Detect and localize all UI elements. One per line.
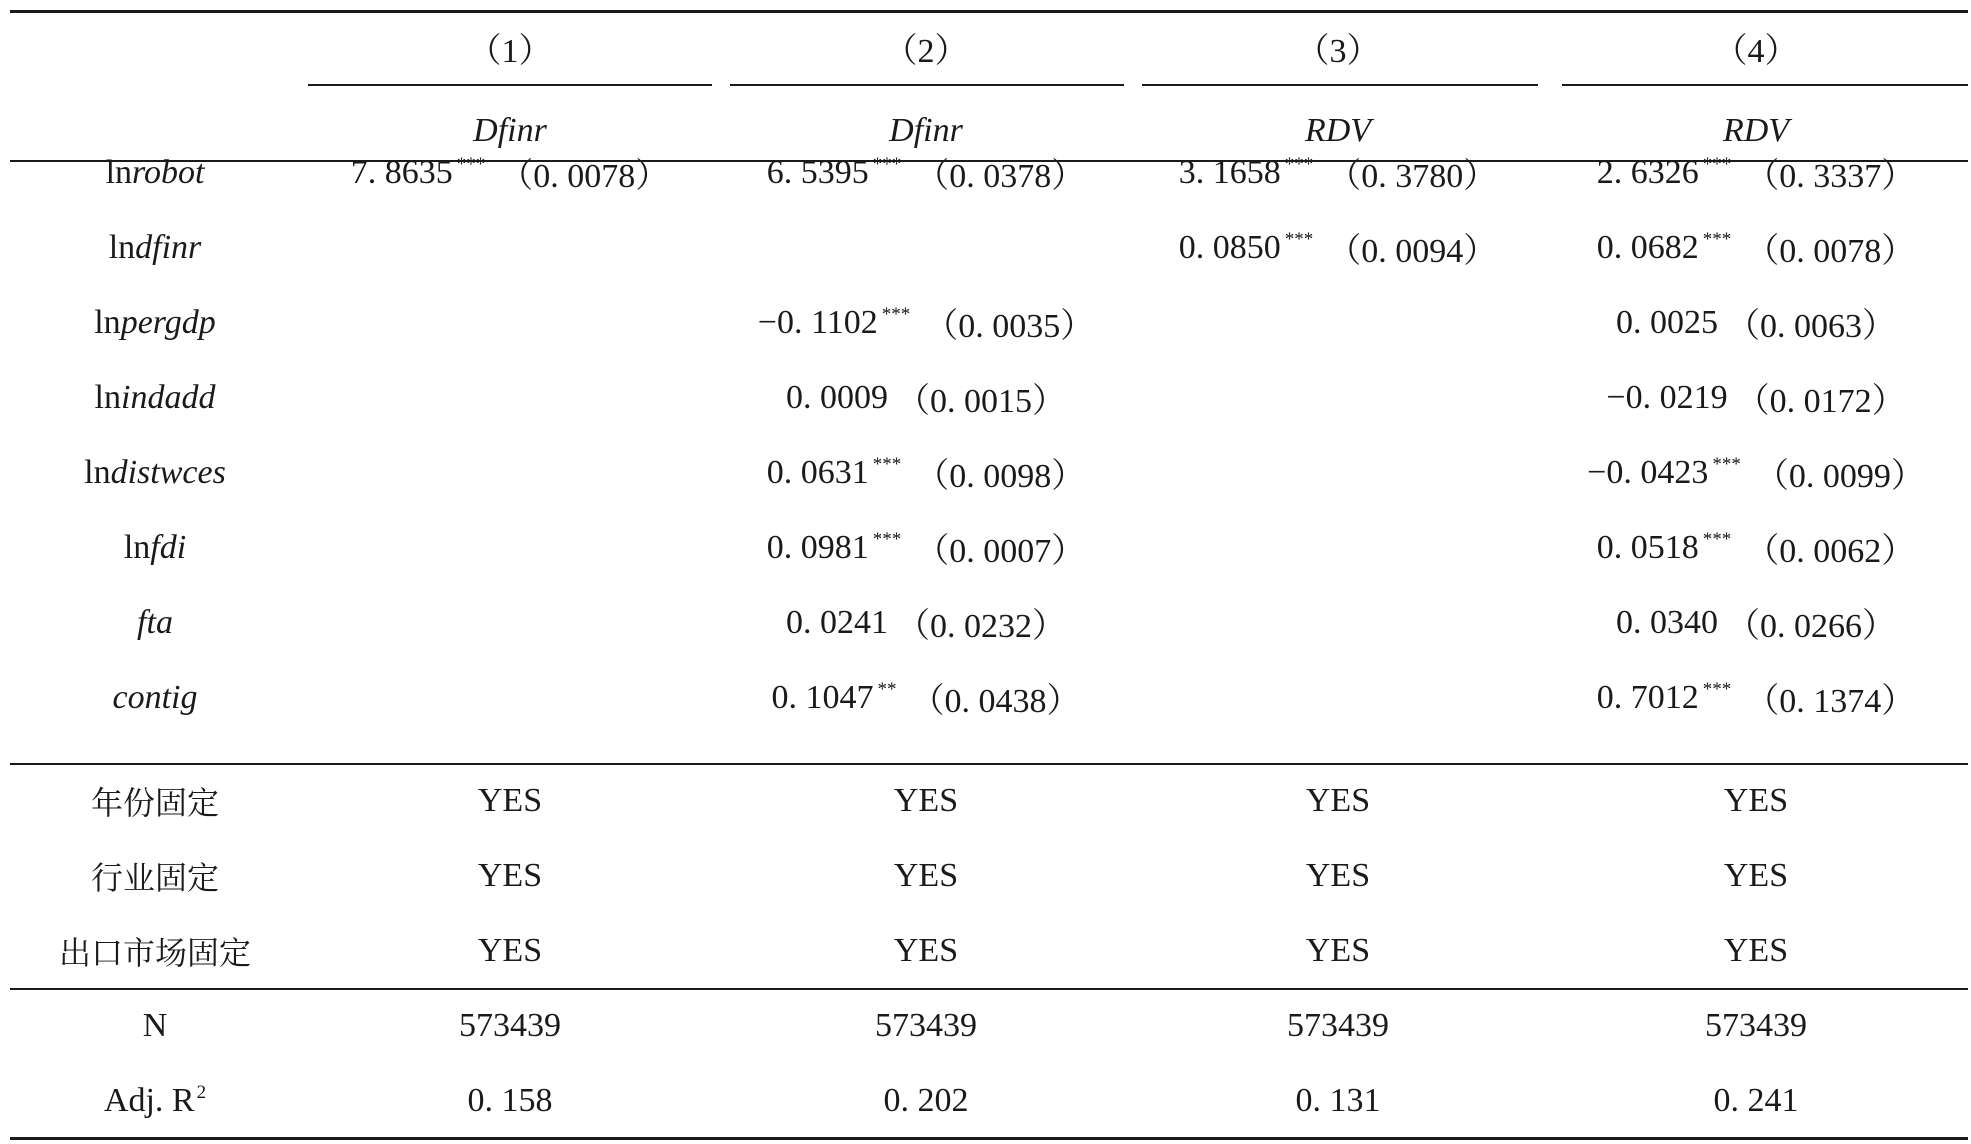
coef-cell — [720, 660, 1132, 735]
significance-stars: ** — [877, 678, 897, 700]
coef-cell — [300, 210, 720, 285]
fixed-effect-value: YES — [893, 856, 959, 894]
row-label-variable: indadd — [121, 378, 216, 416]
statistic-value: 573439 — [1705, 1006, 1807, 1044]
fixed-effect-value: YES — [893, 931, 959, 969]
fixed-effect-value: YES — [1305, 856, 1371, 894]
fixed-effect-value: YES — [477, 856, 543, 894]
coefficient-value: 2. 6326 — [1596, 153, 1699, 191]
coef-cell — [1132, 285, 1544, 360]
coef-cell — [720, 135, 1132, 210]
significance-stars: *** — [872, 453, 902, 475]
coef-cell — [720, 585, 1132, 660]
column-number-2: （2） — [883, 32, 969, 70]
row-label-indadd — [10, 360, 300, 435]
coefficient-value: −0. 0219 — [1606, 378, 1728, 416]
standard-error: （0. 0266） — [1726, 608, 1896, 645]
coefficient-value: 0. 0009 — [786, 378, 888, 416]
row-label-prefix: ln — [84, 453, 111, 491]
row-label-variable: contig — [112, 678, 198, 716]
standard-error: （0. 0015） — [896, 383, 1066, 420]
standard-error: （0. 0035） — [924, 308, 1095, 345]
coef-cell — [1132, 360, 1544, 435]
column-number-4: （4） — [1713, 32, 1799, 70]
dependent-var-3: RDV — [1304, 112, 1372, 149]
coef-cell — [300, 510, 720, 585]
fixed-effect-value: YES — [1723, 931, 1789, 969]
fixed-effect-value: YES — [1305, 931, 1371, 969]
standard-error: （0. 0098） — [915, 458, 1086, 495]
statistic-value: 573439 — [875, 1006, 977, 1044]
standard-error: （0. 0378） — [915, 158, 1086, 195]
coefficient-value: 0. 7012 — [1596, 678, 1699, 716]
coefficient-value: −0. 0423 — [1587, 453, 1709, 491]
statistic-label-text: Adj. R — [103, 1081, 195, 1119]
coef-cell — [1132, 660, 1544, 735]
significance-stars: *** — [1284, 228, 1314, 250]
coef-cell — [1132, 510, 1544, 585]
significance-stars: *** — [872, 153, 902, 175]
column-number-3: （3） — [1295, 32, 1381, 70]
coefficient-value: 0. 0025 — [1616, 303, 1718, 341]
significance-stars: *** — [1712, 453, 1741, 475]
row-label-prefix: ln — [94, 378, 121, 416]
row-label-variable: robot — [132, 153, 205, 191]
coef-cell — [300, 435, 720, 510]
coef-cell — [300, 660, 720, 735]
row-label-fdi — [10, 510, 300, 585]
coef-cell — [300, 360, 720, 435]
coef-cell — [1544, 135, 1968, 210]
bottom-rule — [10, 1137, 1968, 1140]
standard-error: （0. 0099） — [1754, 458, 1925, 495]
row-label-contig — [10, 660, 300, 735]
column-number-1: （1） — [467, 32, 553, 70]
coef-cell — [720, 360, 1132, 435]
significance-stars: *** — [881, 303, 911, 325]
coefficient-value: 7. 8635 — [350, 153, 453, 191]
coefficient-value: 0. 0850 — [1178, 228, 1281, 266]
standard-error: （0. 0438） — [910, 683, 1081, 720]
coefficient-value: 6. 5395 — [766, 153, 869, 191]
coef-cell — [1132, 210, 1544, 285]
column-subrule-4 — [1562, 84, 1968, 86]
coef-cell — [1132, 585, 1544, 660]
standard-error: （0. 0078） — [499, 158, 670, 195]
statistic-label — [10, 1063, 300, 1138]
significance-stars: *** — [1702, 528, 1732, 550]
dependent-var-1: Dfinr — [473, 112, 547, 149]
significance-stars: *** — [1702, 228, 1732, 250]
coefficient-value: 0. 0631 — [766, 453, 869, 491]
coefficient-value: 0. 0981 — [766, 528, 869, 566]
column-subrule-2 — [730, 84, 1124, 86]
standard-error: （0. 1374） — [1745, 683, 1916, 720]
standard-error: （0. 0078） — [1745, 233, 1916, 270]
row-label-distwces — [10, 435, 300, 510]
coef-cell — [720, 285, 1132, 360]
coefficient-value: 0. 0518 — [1596, 528, 1699, 566]
standard-error: （0. 0172） — [1735, 383, 1906, 420]
significance-stars: *** — [1284, 153, 1314, 175]
significance-stars: *** — [1702, 678, 1732, 700]
coef-cell — [1544, 510, 1968, 585]
coefficient-value: 0. 1047 — [771, 678, 874, 716]
coef-cell — [1132, 135, 1544, 210]
statistic-value: 573439 — [459, 1006, 561, 1044]
coef-cell — [300, 285, 720, 360]
fixed-effect-value: YES — [1723, 856, 1789, 894]
coefficient-value: 0. 0340 — [1616, 603, 1718, 641]
standard-error: （0. 3780） — [1327, 158, 1498, 195]
row-label-variable: fdi — [150, 528, 187, 566]
coef-cell — [1544, 285, 1968, 360]
coef-cell — [720, 210, 1132, 285]
standard-error: （0. 0062） — [1745, 533, 1916, 570]
coef-cell — [720, 435, 1132, 510]
statistic-label-text: N — [142, 1006, 168, 1044]
column-subrule-3 — [1142, 84, 1538, 86]
regression-table — [10, 10, 1968, 1140]
coef-cell — [1544, 660, 1968, 735]
row-label-variable: fta — [137, 603, 173, 641]
coef-cell — [1544, 585, 1968, 660]
row-label-variable: pergdp — [120, 303, 216, 341]
row-label-prefix: ln — [94, 303, 121, 341]
statistic-label — [10, 988, 300, 1063]
statistic-value: 573439 — [1287, 1006, 1389, 1044]
row-label-variable: dfinr — [135, 228, 202, 266]
row-label-prefix: ln — [108, 228, 136, 266]
row-label-robot — [10, 135, 300, 210]
row-label-fta — [10, 585, 300, 660]
standard-error: （0. 0063） — [1726, 308, 1896, 345]
coefficient-value: −0. 1102 — [757, 303, 878, 341]
fixed-effect-value: YES — [477, 781, 543, 819]
coef-cell — [720, 510, 1132, 585]
coefficient-value: 3. 1658 — [1178, 153, 1281, 191]
standard-error: （0. 0094） — [1327, 233, 1498, 270]
dependent-var-2: Dfinr — [889, 112, 963, 149]
row-label-prefix: ln — [105, 153, 133, 191]
coef-cell — [300, 135, 720, 210]
dependent-var-4: RDV — [1722, 112, 1790, 149]
fixed-effect-value: YES — [477, 931, 543, 969]
fixed-effect-value: YES — [1305, 781, 1371, 819]
significance-stars: *** — [456, 153, 486, 175]
statistic-value: 0. 241 — [1713, 1081, 1799, 1119]
fixed-effect-label: 行业固定 — [90, 858, 219, 897]
row-label-dfinr — [10, 210, 300, 285]
fixed-effect-value: YES — [893, 781, 959, 819]
fixed-effect-label: 年份固定 — [90, 783, 219, 822]
column-subrule-1 — [308, 84, 712, 86]
coef-cell — [300, 585, 720, 660]
row-label-prefix: ln — [123, 528, 151, 566]
coefficient-value: 0. 0241 — [786, 603, 888, 641]
standard-error: （0. 0232） — [896, 608, 1066, 645]
coefficient-value: 0. 0682 — [1596, 228, 1699, 266]
row-label-pergdp — [10, 285, 300, 360]
coef-cell — [1544, 435, 1968, 510]
coef-cell — [1544, 360, 1968, 435]
standard-error: （0. 3337） — [1745, 158, 1916, 195]
statistic-value: 0. 131 — [1295, 1081, 1381, 1119]
row-label-variable: distwces — [110, 453, 226, 491]
coef-cell — [1132, 435, 1544, 510]
significance-stars: *** — [872, 528, 902, 550]
fixed-effect-value: YES — [1723, 781, 1789, 819]
significance-stars: *** — [1702, 153, 1732, 175]
statistic-label-superscript: 2 — [196, 1081, 207, 1103]
statistic-value: 0. 158 — [467, 1081, 553, 1119]
standard-error: （0. 0007） — [915, 533, 1086, 570]
fixed-effect-label: 出口市场固定 — [58, 933, 251, 972]
statistic-value: 0. 202 — [883, 1081, 969, 1119]
coef-cell — [1544, 210, 1968, 285]
